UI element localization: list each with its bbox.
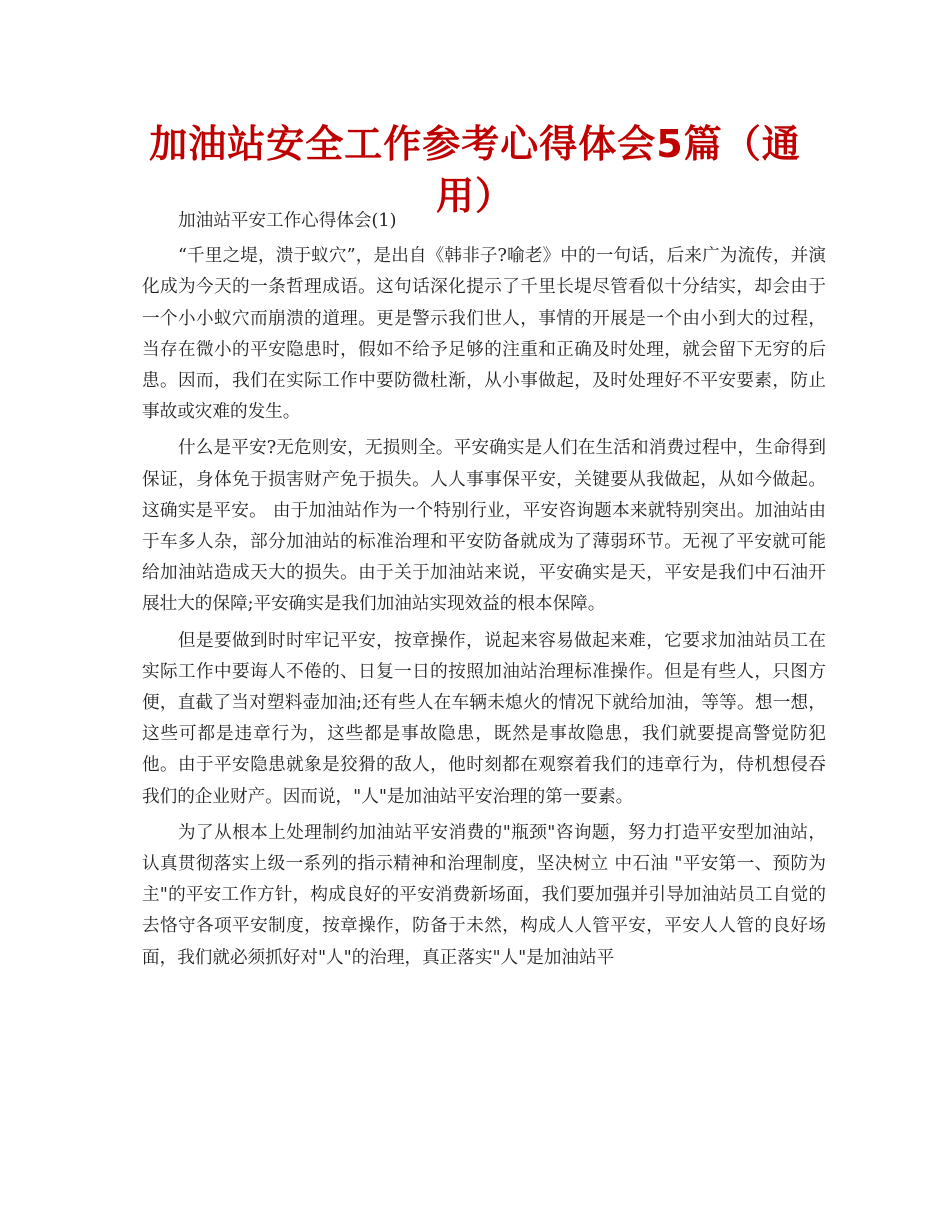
document-body	[142, 206, 826, 979]
paragraph-4: 为了从根本上处理制约加油站平安消费的"瓶颈"咨询题，努力打造平安型加油站，认真贯彻落实上级一系列的指示精神和治理制度，坚决树立 中石油 "平安第一、预防为主"的平安工作方针，构成良好的平安消费新场面，我们要加强并引导加油站员工自觉的去恪守各项平安制度，按章操作，防备于未然，构成人人管平安，平安人人管的良好场面，我们就必须抓好对"人"的治理，真正落实"人"是加油站平	[142, 822, 826, 968]
paragraph-2: 什么是平安?无危则安，无损则全。平安确实是人们在生活和消费过程中，生命得到保证，身体免于损害财产免于损失。人人事事保平安，关键要从我做起，从如今做起。这确实是平安。 由于加油站作为一个特别行业，平安咨询题本来就特别突出。加油站由于车多人杂，部分加油站的标准治理和平安防备就成为了薄弱环节。无视了平安就可能给加油站造成天大的损失。由于关于加油站来说，平安确实是天，平安是我们中石油开展壮大的保障;平安确实是我们加油站实现效益的根本保障。	[142, 438, 826, 615]
section-subheading: 加油站平安工作心得体会(1)	[178, 211, 397, 231]
document-title: 加油站安全工作参考心得体会5篇（通用）	[149, 122, 801, 218]
paragraph-3: 但是要做到时时牢记平安，按章操作，说起来容易做起来难，它要求加油站员工在实际工作中要诲人不倦的、日复一日的按照加油站治理标准操作。但是有些人，只图方便，直截了当对塑料壶加油;还有些人在车辆未熄火的情况下就给加油，等等。想一想，这些可都是违章行为，这些都是事故隐患，既然是事故隐患，我们就要提高警觉防犯他。由于平安隐患就象是狡猾的敌人，他时刻都在观察着我们的违章行为，侍机想侵吞我们的企业财产。因而说，"人"是加油站平安治理的第一要素。	[142, 630, 826, 807]
paragraph-1: “千里之堤，溃于蚁穴”，是出自《韩非子?喻老》中的一句话，后来广为流传，并演化成为今天的一条哲理成语。这句话深化提示了千里长堤尽管看似十分结实，却会由于一个小小蚁穴而崩溃的道理。更是警示我们世人，事情的开展是一个由小到大的过程，当存在微小的平安隐患时，假如不给予足够的注重和正确及时处理，就会留下无穷的后患。因而，我们在实际工作中要防微杜渐，从小事做起，及时处理好不平安要素，防止事故或灾难的发生。	[142, 246, 826, 423]
